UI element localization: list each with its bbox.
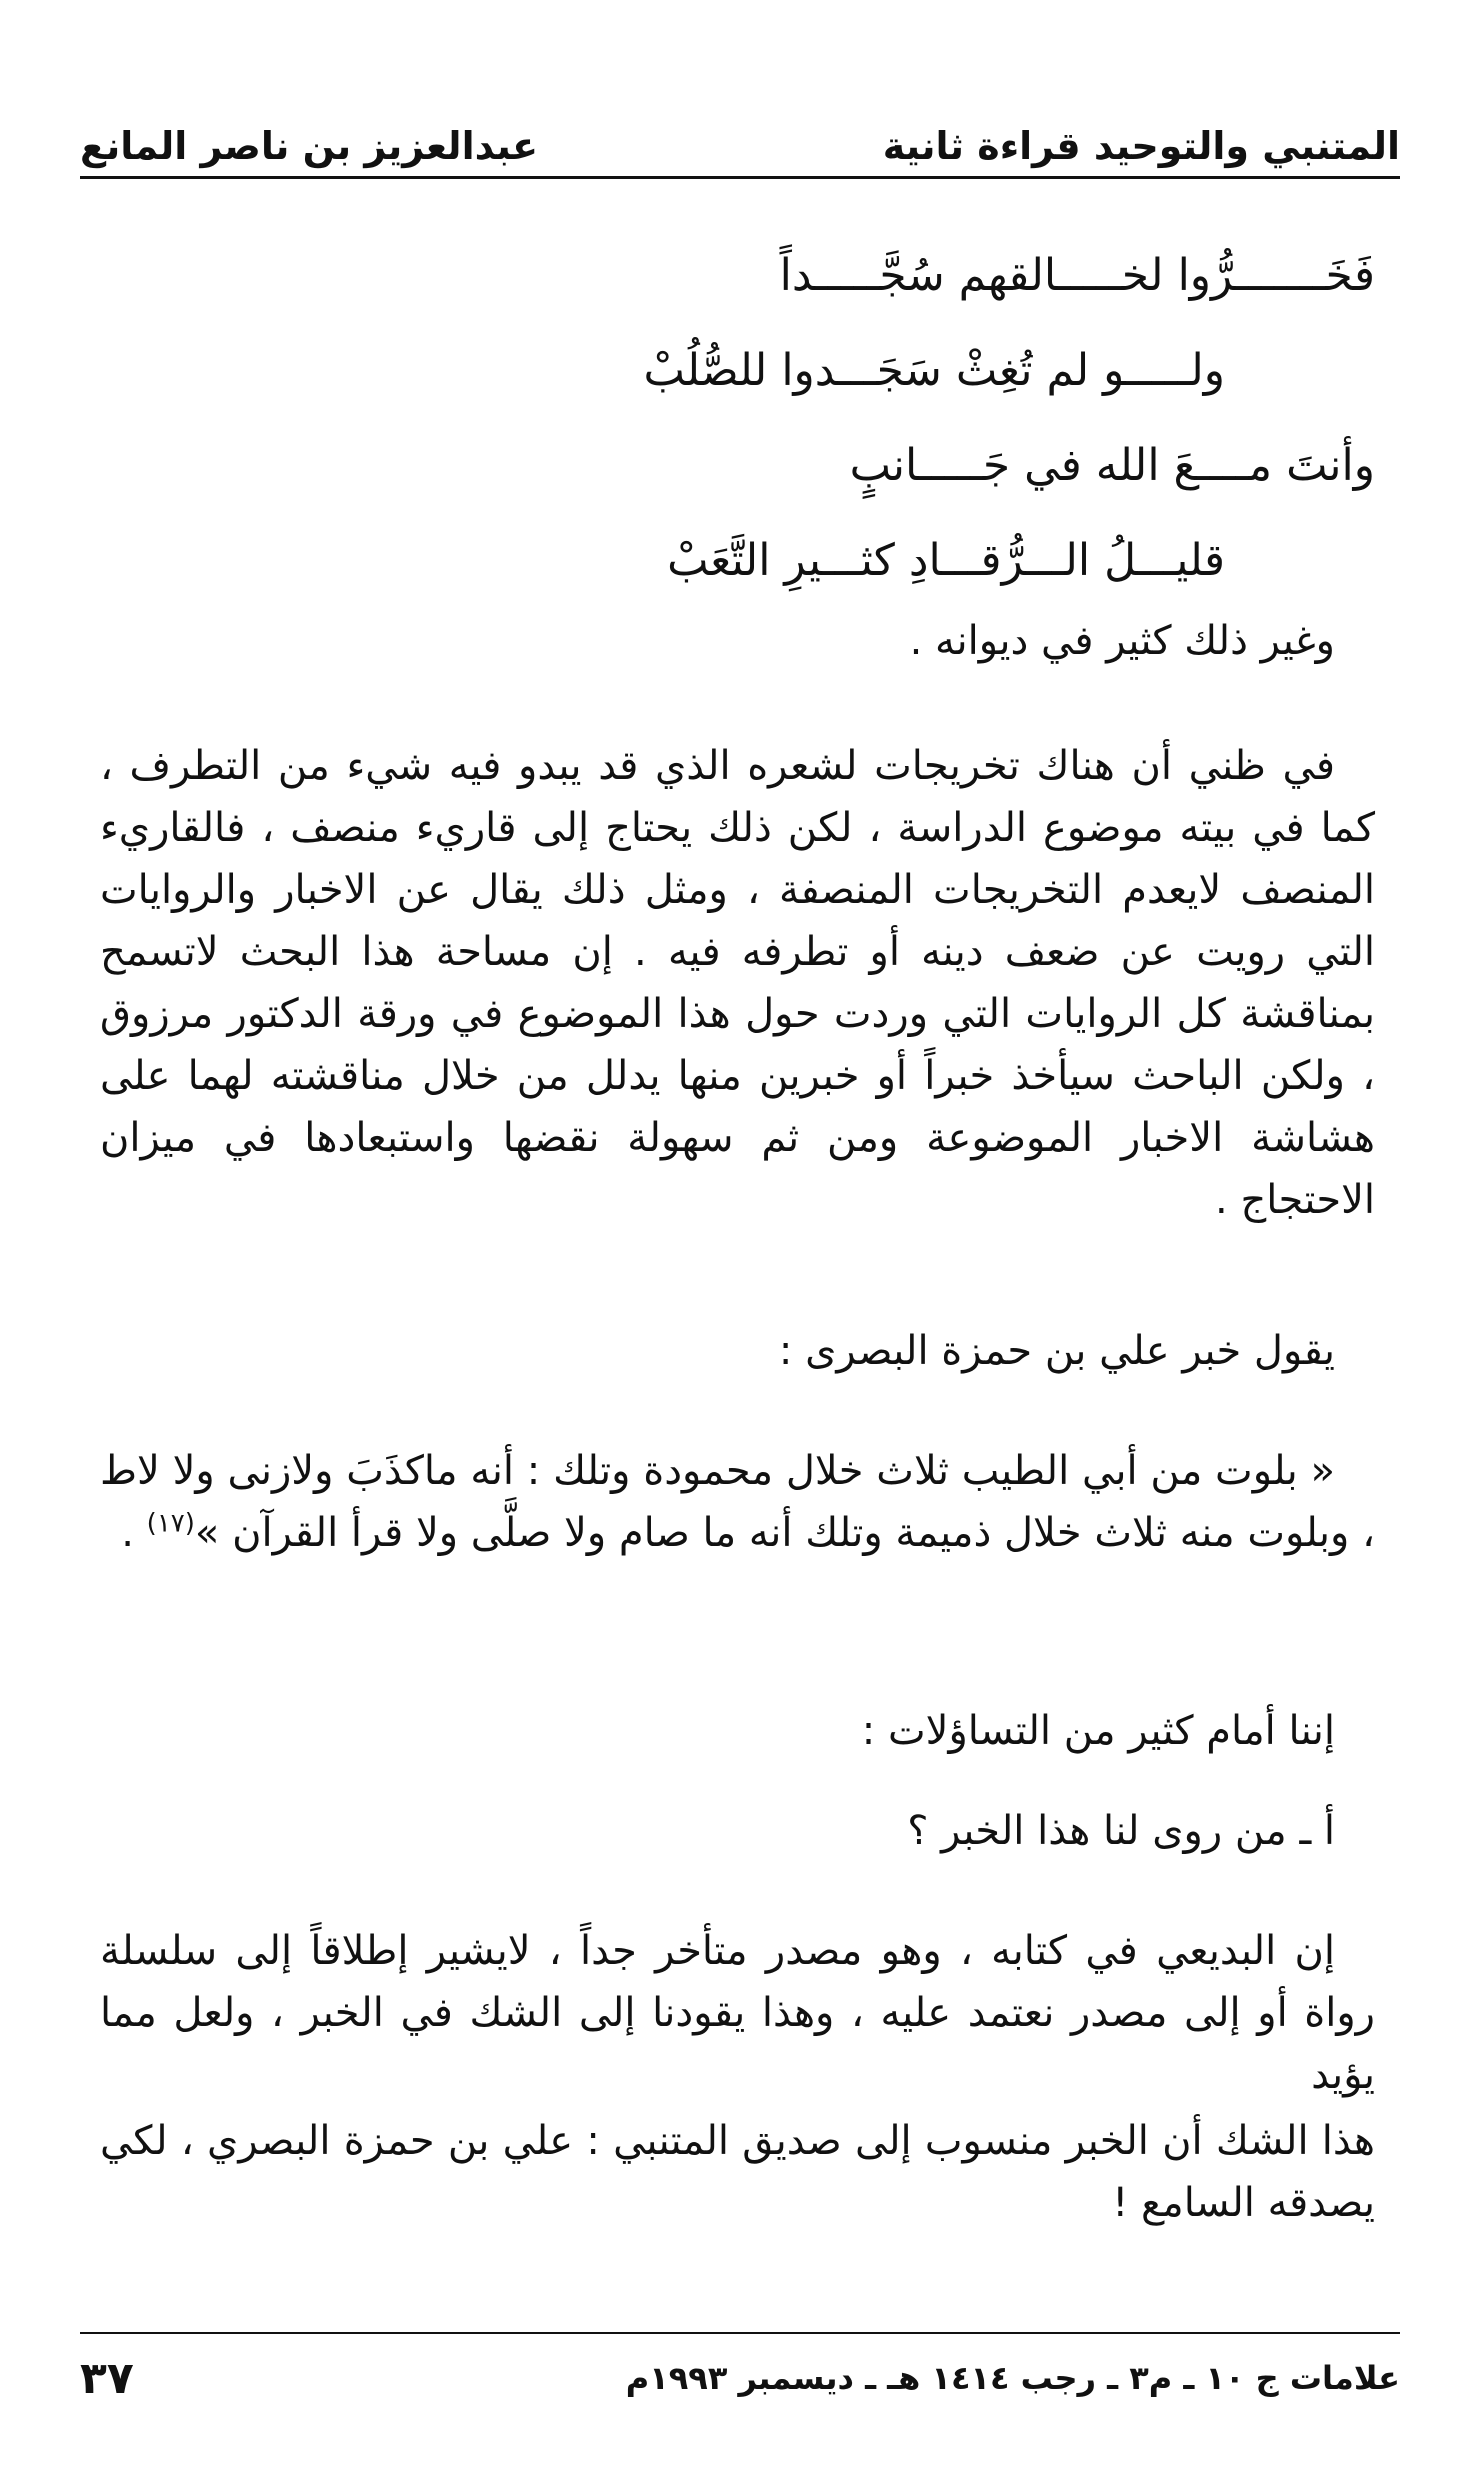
body-text — [100, 2110, 1375, 2234]
list-item: أ ـ من روى لنا هذا الخبر ؟ — [907, 1808, 1335, 1854]
quotation-paragraph — [100, 1440, 1375, 1564]
quotation-end: . — [121, 1510, 147, 1556]
header-article-title: المتنبي والتوحيد قراءة ثانية — [882, 124, 1400, 168]
paragraph: وغير ذلك كثير في ديوانه . — [909, 618, 1335, 664]
body-text — [100, 1320, 1375, 1382]
header-rule — [80, 176, 1400, 179]
poem-line: قليـــلُ الـــرُّقـــادِ كثـــيرِ التَّعَبْ — [667, 535, 1225, 586]
body-text — [100, 610, 1375, 672]
poem-verse — [105, 418, 1375, 513]
poem-verse — [105, 513, 1375, 608]
poem-verse — [105, 323, 1375, 418]
poem-verse — [105, 228, 1375, 323]
poem-line: وأنتَ مــــعَ الله في جَـــــانبٍ — [849, 440, 1375, 491]
paragraph: يقول خبر علي بن حمزة البصرى : — [778, 1328, 1335, 1374]
poem-line: ولـــــو لم تُغِثْ سَجَـــدوا للصُّلُبْ — [643, 345, 1225, 396]
body-text — [100, 1700, 1375, 1762]
poem-block — [105, 228, 1375, 608]
paragraph: إننا أمام كثير من التساؤلات : — [861, 1708, 1335, 1754]
body-text — [100, 1920, 1375, 2106]
footnote-reference: (١٧) — [146, 1508, 195, 1539]
paragraph: في ظني أن هناك تخريجات لشعره الذي قد يبدو فيه شيء من التطرف ، كما في بيته موضوع الدراسة ، لكن ذلك يحتاج إلى قاريء منصف ، فالقاريء المنصف لايعدم التخريجات المنصفة ، ومثل ذلك يقال عن الاخبار والروايات التي رويت عن ضعف دينه أو تطرفه فيه . إن مساحة هذا البحث لاتسمح بمناقشة كل الروايات التي وردت حول هذا الموضوع في ورقة الدكتور مرزوق ، ولكن الباحث سيأخذ خبراً أو خبرين منها يدلل من خلال مناقشته لهما على هشاشة الاخبار الموضوعة ومن ثم سهولة نقضها واستبعادها في ميزان الاحتجاج . — [100, 743, 1375, 1223]
paragraph: هذا الشك أن الخبر منسوب إلى صديق المتنبي : علي بن حمزة البصري ، لكي يصدقه السامع ! — [100, 2118, 1375, 2226]
quotation-text: « بلوت من أبي الطيب ثلاث خلال محمودة وتلك : أنه ماكذَبَ ولازنى ولا لاط ، وبلوت منه ثلاث خلال ذميمة وتلك أنه ما صام ولا صلَّى ولا قرأ القرآن » — [100, 1448, 1375, 1556]
poem-line: فَخَـــــــرُّوا لخـــــالقهم سُجَّـــــداً — [779, 250, 1375, 301]
body-text — [100, 1800, 1375, 1862]
paragraph: إن البديعي في كتابه ، وهو مصدر متأخر جداً ، لايشير إطلاقاً إلى سلسلة رواة أو إلى مصدر نعتمد عليه ، وهذا يقودنا إلى الشك في الخبر ، ولعل مما يؤيد — [100, 1928, 1375, 2098]
running-footer — [80, 2348, 1400, 2408]
running-header — [80, 118, 1400, 174]
header-author-name: عبدالعزيز بن ناصر المانع — [80, 124, 539, 168]
footer-rule — [80, 2332, 1400, 2334]
body-text — [100, 735, 1375, 1231]
footer-journal-info: علامات ج ١٠ ـ م٣ ـ رجب ١٤١٤ هـ ـ ديسمبر ١٩٩٣م — [625, 2359, 1400, 2397]
page-number: ٣٧ — [80, 2352, 134, 2404]
quotation-block — [100, 1440, 1375, 1564]
